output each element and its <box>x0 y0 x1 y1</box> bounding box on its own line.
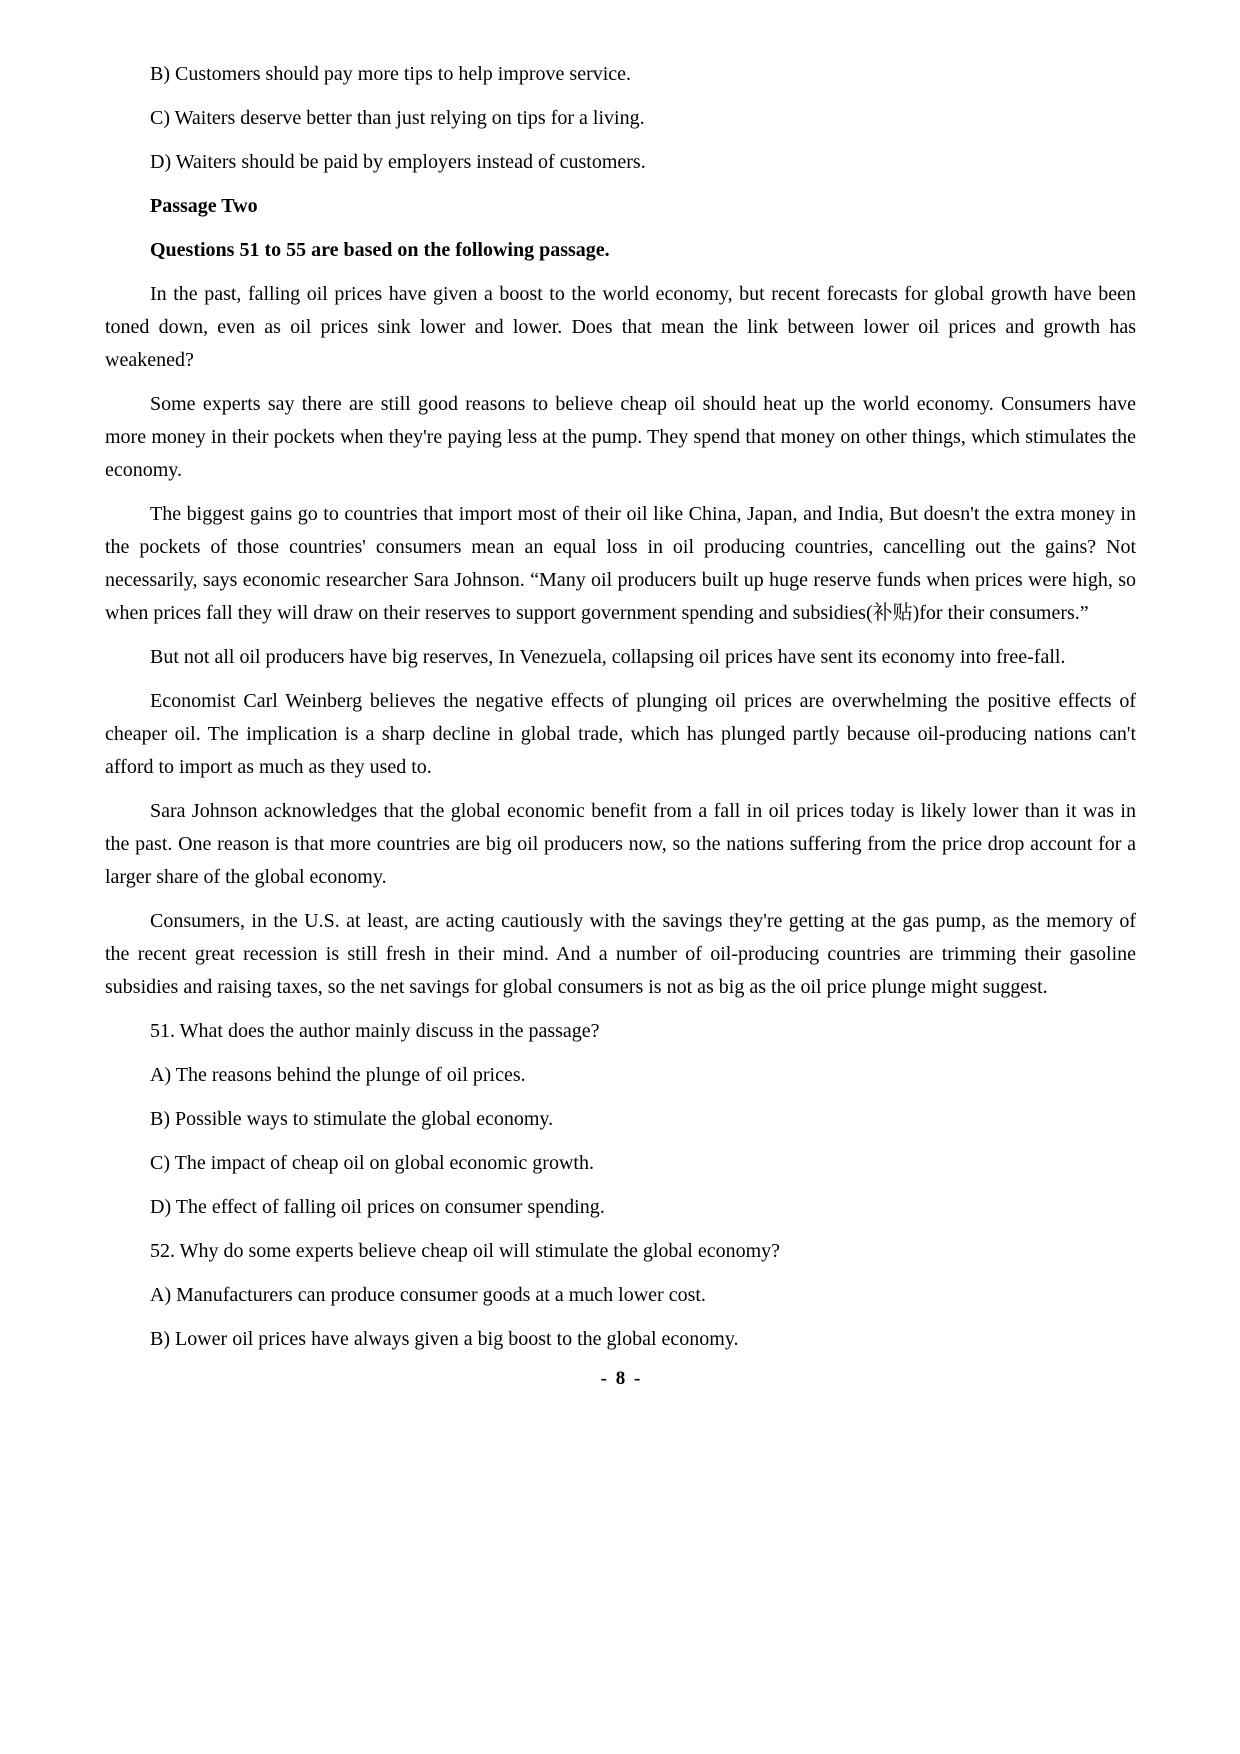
answer-option: D) The effect of falling oil prices on consumer spending. <box>150 1196 605 1218</box>
answer-option: C) The impact of cheap oil on global economic growth. <box>150 1152 594 1174</box>
answer-option: A) Manufacturers can produce consumer goods at a much lower cost. <box>150 1284 706 1306</box>
question-52: 52. Why do some experts believe cheap oil will stimulate the global economy? <box>150 1240 781 1262</box>
answer-option: B) Customers should pay more tips to help improve service. <box>150 63 632 85</box>
answer-option: C) Waiters deserve better than just relying on tips for a living. <box>150 107 645 129</box>
passage-instructions: Questions 51 to 55 are based on the following passage. <box>150 239 610 261</box>
passage-paragraph: In the past, falling oil prices have given a boost to the world economy, but recent forecasts for global growth have been toned down, even as oil prices sink lower and lower. Does that mean the link between lower oil prices and growth has weakened? <box>105 283 1136 371</box>
answer-option: A) The reasons behind the plunge of oil prices. <box>150 1064 526 1086</box>
passage-heading: Passage Two <box>150 195 258 217</box>
passage-paragraph: Economist Carl Weinberg believes the negative effects of plunging oil prices are overwhelming the positive effects of cheaper oil. The implication is a sharp decline in global trade, which has plunged partly because oil-producing nations can't afford to import as much as they used to. <box>105 690 1136 778</box>
answer-option: B) Lower oil prices have always given a big boost to the global economy. <box>150 1328 739 1350</box>
passage-paragraph: The biggest gains go to countries that import most of their oil like China, Japan, and India, But doesn't the extra money in the pockets of those countries' consumers mean an equal loss in oil producing countries, cancelling out the gains? Not necessarily, says economic researcher Sara Johnson. “Many oil producers built up huge reserve funds when prices were high, so when prices fall they will draw on their reserves to support government spending and subsidies(补贴)for their consumers.” <box>105 503 1136 624</box>
passage-paragraph: Some experts say there are still good reasons to believe cheap oil should heat up the world economy. Consumers have more money in their pockets when they're paying less at the pump. They spend that money on other things, which stimulates the economy. <box>105 393 1136 481</box>
answer-option: B) Possible ways to stimulate the global economy. <box>150 1108 554 1130</box>
question-51: 51. What does the author mainly discuss in the passage? <box>150 1020 600 1042</box>
page-number: - 8 - <box>600 1368 641 1389</box>
passage-paragraph: Consumers, in the U.S. at least, are acting cautiously with the savings they're getting at the gas pump, as the memory of the recent great recession is still fresh in their mind. And a number of oil-producing countries are trimming their gasoline subsidies and raising taxes, so the net savings for global consumers is not as big as the oil price plunge might suggest. <box>105 910 1136 998</box>
passage-paragraph: Sara Johnson acknowledges that the global economic benefit from a fall in oil prices today is likely lower than it was in the past. One reason is that more countries are big oil producers now, so the nations suffering from the price drop account for a larger share of the global economy. <box>105 800 1136 888</box>
answer-option: D) Waiters should be paid by employers instead of customers. <box>150 151 646 173</box>
passage-paragraph: But not all oil producers have big reserves, In Venezuela, collapsing oil prices have sent its economy into free-fall. <box>150 646 1066 668</box>
